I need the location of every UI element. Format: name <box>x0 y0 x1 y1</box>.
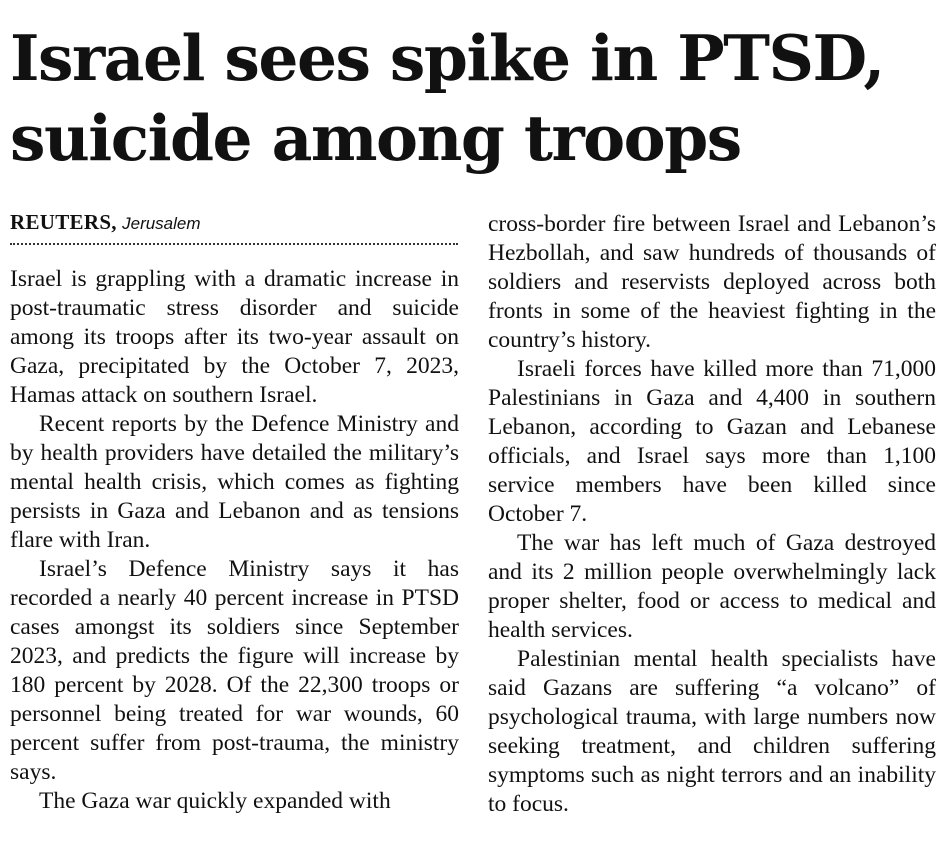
paragraph-continued: cross-border fire between Israel and Lebanon’s Hezbollah, and saw hundreds of thousands of soldiers and reservists deployed across both fronts in some of the heaviest fighting in the country’s history. <box>488 211 936 353</box>
paragraph: The Gaza war quickly expanded with <box>39 788 391 814</box>
paragraph: Palestinian mental health specialists have said Gazans are suffering “a volcano” of psychological trauma, with large numbers now seeking treatment, and children suffering symptoms such as night terrors and an inability to focus. <box>488 646 936 817</box>
paragraph: Recent reports by the Defence Ministry and by health providers have detailed the military’s mental health crisis, which comes as fighting persists in Gaza and Lebanon and as tensions flare with Iran. <box>10 411 459 553</box>
headline <box>10 18 940 178</box>
paragraph: Israel is grappling with a dramatic increase in post-traumatic stress disorder and suicide among its troops after its two-year assault on Gaza, precipitated by the October 7, 2023, Hamas attack on southern Israel. <box>10 266 459 408</box>
byline-location: Jerusalem <box>122 214 201 233</box>
article-column-right <box>488 210 936 819</box>
headline-line-1: Israel sees spike in PTSD, <box>10 21 884 95</box>
byline <box>10 209 458 245</box>
paragraph: The war has left much of Gaza destroyed and its 2 million people overwhelmingly lack proper shelter, food or access to medical and health services. <box>488 530 936 643</box>
byline-agency: REUTERS, <box>10 210 117 234</box>
paragraph: Israel’s Defence Ministry says it has recorded a nearly 40 percent increase in PTSD cases amongst its soldiers since September 2023, and predicts the figure will increase by 180 percent by 2028. Of the 22,300 troops or personnel being treated for war wounds, 60 percent suffer from post-trauma, the ministry says. <box>10 556 459 785</box>
article-column-left <box>10 265 459 816</box>
paragraph: Israeli forces have killed more than 71,000 Palestinians in Gaza and 4,400 in southern Lebanon, according to Gazan and Lebanese officials, and Israel says more than 1,100 service members have been killed since October 7. <box>488 356 936 527</box>
headline-line-2: suicide among troops <box>10 101 741 175</box>
